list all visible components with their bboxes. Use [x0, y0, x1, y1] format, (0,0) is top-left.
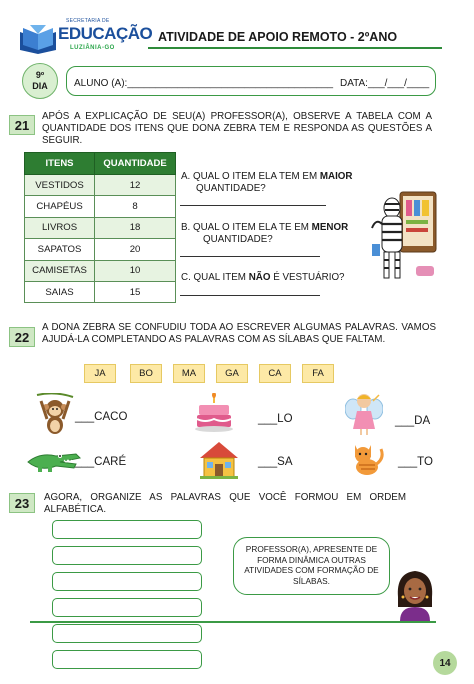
day-badge: [22, 63, 58, 99]
option-b-keyword: MENOR: [311, 222, 349, 233]
answer-box[interactable]: [52, 520, 202, 539]
table-header-items: ITENS: [25, 153, 95, 175]
word-blank-3[interactable]: ___DA: [395, 415, 431, 427]
title-underline: [148, 47, 442, 49]
question-23-number: 23: [9, 493, 35, 513]
syllable-card[interactable]: BO: [130, 364, 162, 383]
teacher-avatar-icon: [392, 567, 438, 621]
answer-box[interactable]: [52, 598, 202, 617]
education-logo: [18, 18, 153, 58]
word-blank-5[interactable]: ___SA: [258, 456, 293, 468]
book-logo-icon: [18, 22, 58, 54]
table-cell-quantity: 20: [95, 239, 176, 260]
page-number: 14: [433, 651, 457, 675]
option-c-suffix: É VESTUÁRIO?: [270, 272, 345, 283]
answer-box[interactable]: [52, 650, 202, 669]
table-cell-item: CAMISETAS: [25, 260, 95, 281]
logo-secretaria-text: SECRETARIA DE: [66, 18, 110, 24]
house-icon: [198, 440, 240, 480]
table-cell-quantity: 10: [95, 260, 176, 281]
alligator-icon: [26, 448, 82, 476]
date-field[interactable]: DATA:___/___/____: [340, 78, 430, 89]
cake-icon: [193, 393, 235, 433]
question-22-text: A DONA ZEBRA SE CONFUDIU TODA AO ESCREVER ALGUMAS PALAVRAS. VAMOS AJUDÁ-LA COMPLETANDO AS PALAVRAS COM AS SÍLABAS QUE FALTAM.: [42, 322, 436, 345]
monkey-icon: [35, 393, 75, 437]
table-row: [25, 281, 176, 302]
answer-line-a[interactable]: [180, 205, 326, 206]
question-23-text: AGORA, ORGANIZE AS PALAVRAS QUE VOCÊ FORMOU EM ORDEM ALFABÉTICA.: [44, 492, 406, 515]
teacher-note: PROFESSOR(A), APRESENTE DE FORMA DINÂMICA OUTRAS ATIVIDADES COM FORMAÇÃO DE SÍLABAS.: [233, 537, 390, 595]
question-21-option-c: [181, 272, 376, 284]
table-row: [25, 175, 176, 196]
table-header-quantity: QUANTIDADE: [95, 153, 176, 175]
question-22-number: 22: [9, 327, 35, 347]
option-a-suffix: QUANTIDADE?: [196, 183, 266, 194]
table-cell-item: VESTIDOS: [25, 175, 95, 196]
option-b-suffix: QUANTIDADE?: [203, 234, 273, 245]
syllable-card[interactable]: FA: [302, 364, 334, 383]
question-21-number: 21: [9, 115, 35, 135]
table-cell-item: LIVROS: [25, 217, 95, 238]
table-row: [25, 260, 176, 281]
question-21-option-a: [181, 171, 376, 195]
word-blank-1[interactable]: ___CACO: [75, 411, 128, 423]
day-number: 9º: [35, 70, 45, 80]
syllable-card[interactable]: JA: [84, 364, 116, 383]
option-b-prefix: B. QUAL O ITEM ELA TE EM: [181, 222, 312, 233]
question-21-text: APÓS A EXPLICAÇÃO DE SEU(A) PROFESSOR(A), OBSERVE A TABELA COM A QUANTIDADE DOS ITENS QUE DONA ZEBRA TEM E RESPONDA AS QUESTÕES A SEGUIR.: [42, 111, 432, 146]
word-blank-2[interactable]: ___LO: [258, 413, 293, 425]
answer-box[interactable]: [52, 572, 202, 591]
table-cell-quantity: 15: [95, 281, 176, 302]
fairy-icon: [345, 391, 383, 437]
table-cell-quantity: 12: [95, 175, 176, 196]
table-cell-quantity: 18: [95, 217, 176, 238]
table-header-row: [25, 153, 176, 175]
cat-icon: [345, 441, 385, 477]
logo-educacao-text: EDUCAÇÃO: [58, 24, 153, 43]
answer-box[interactable]: [52, 546, 202, 565]
table-cell-quantity: 8: [95, 196, 176, 217]
answer-box[interactable]: [52, 624, 202, 643]
table-row: [25, 196, 176, 217]
table-row: [25, 239, 176, 260]
option-c-prefix: C. QUAL ITEM: [181, 272, 249, 283]
page-title: ATIVIDADE DE APOIO REMOTO - 2ºANO: [158, 30, 398, 44]
table-cell-item: CHAPÉUS: [25, 196, 95, 217]
logo-city-text: LUZIÂNIA-GO: [70, 45, 115, 51]
syllable-card[interactable]: CA: [259, 364, 291, 383]
question-21-option-b: [181, 222, 376, 246]
word-blank-6[interactable]: ___TO: [398, 456, 433, 468]
footer-divider: [30, 621, 436, 623]
option-c-keyword: NÃO: [248, 272, 271, 283]
option-a-prefix: A. QUAL O ITEM ELA TEM EM: [181, 171, 320, 182]
day-label: DIA: [32, 81, 48, 91]
items-table: [24, 152, 176, 303]
answer-line-c[interactable]: [180, 295, 320, 296]
zebra-wardrobe-illustration: [370, 188, 442, 286]
table-cell-item: SAIAS: [25, 281, 95, 302]
word-blank-4[interactable]: ___CARÉ: [75, 456, 127, 468]
answer-line-b[interactable]: [180, 256, 320, 257]
syllable-card[interactable]: MA: [173, 364, 205, 383]
student-name-field[interactable]: ALUNO (A):_____________________________________: [74, 78, 334, 89]
option-a-keyword: MAIOR: [319, 171, 353, 182]
table-row: [25, 217, 176, 238]
syllable-card[interactable]: GA: [216, 364, 248, 383]
table-cell-item: SAPATOS: [25, 239, 95, 260]
